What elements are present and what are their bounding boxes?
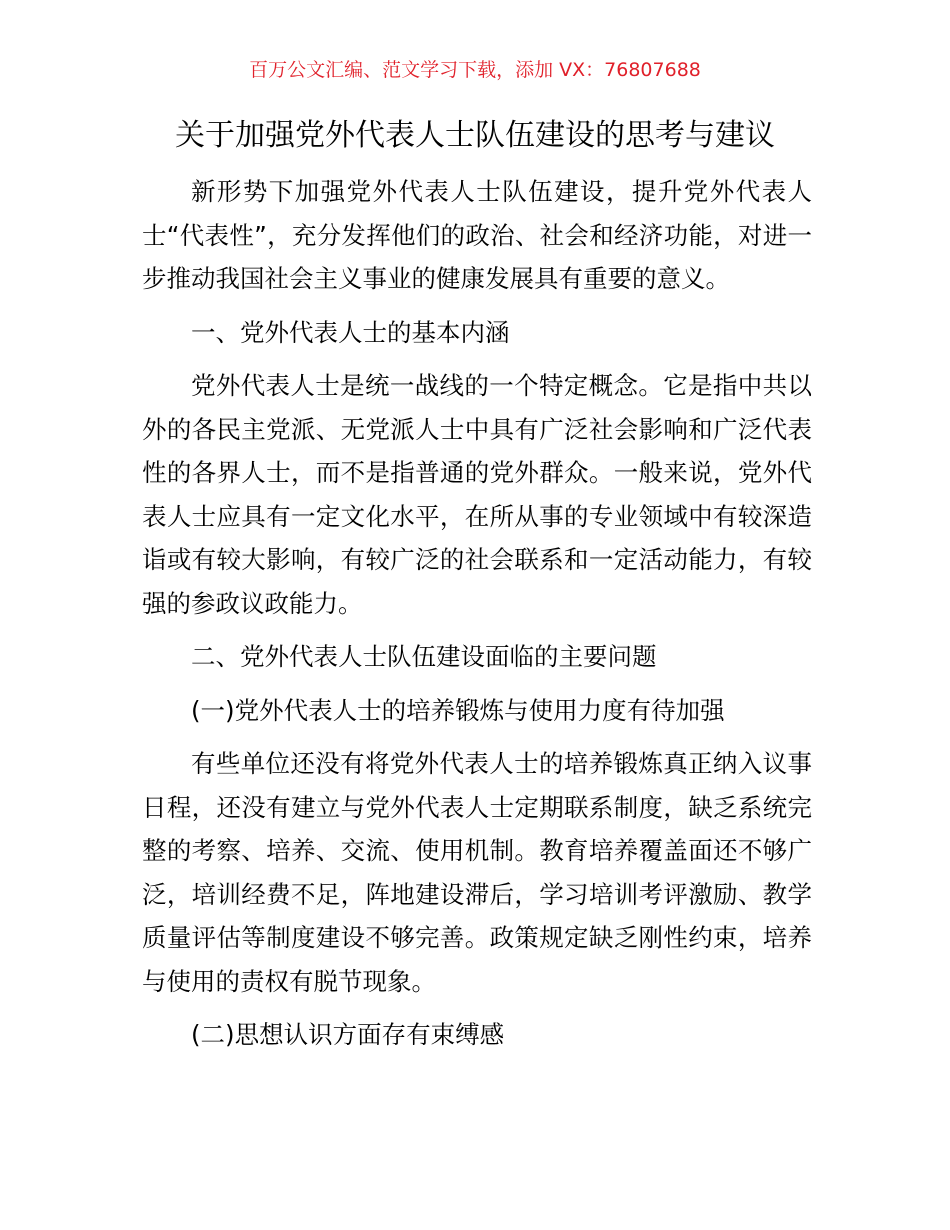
document-body [142,170,812,1057]
document-title: 关于加强党外代表人士队伍建设的思考与建议 [175,118,775,153]
intro-paragraph: 新形势下加强党外代表人士队伍建设，提升党外代表人士“代表性”，充分发挥他们的政治、社会和经济功能，对进一步推动我国社会主义事业的健康发展具有重要的意义。 [142,177,812,293]
watermark-banner: 百万公文汇编、范文学习下载，添加 VX：76807688 [249,59,701,81]
subsection-heading-1: (一)党外代表人士的培养锻炼与使用力度有待加强 [191,695,725,725]
subsection-heading-2: (二)思想认识方面存有束缚感 [191,1020,505,1049]
section-heading-1: 一、党外代表人士的基本内涵 [191,317,510,347]
subsection-paragraph-1: 有些单位还没有将党外代表人士的培养锻炼真正纳入议事日程，还没有建立与党外代表人士定期联系制度，缺乏系统完整的考察、培养、交流、使用机制。教育培养覆盖面还不够广泛，培训经费不足，阵地建设滞后，学习培训考评激励、教学质量评估等制度建设不够完善。政策规定缺乏刚性约束，培养与使用的责权有脱节现象。 [142,749,812,996]
section-heading-2: 二、党外代表人士队伍建设面临的主要问题 [191,642,657,671]
section-paragraph-1: 党外代表人士是统一战线的一个特定概念。它是指中共以外的各民主党派、无党派人士中具有广泛社会影响和广泛代表性的各界人士，而不是指普通的党外群众。一般来说，党外代表人士应具有一定文化水平，在所从事的专业领域中有较深造诣或有较大影响，有较广泛的社会联系和一定活动能力，有较强的参政议政能力。 [142,371,812,618]
